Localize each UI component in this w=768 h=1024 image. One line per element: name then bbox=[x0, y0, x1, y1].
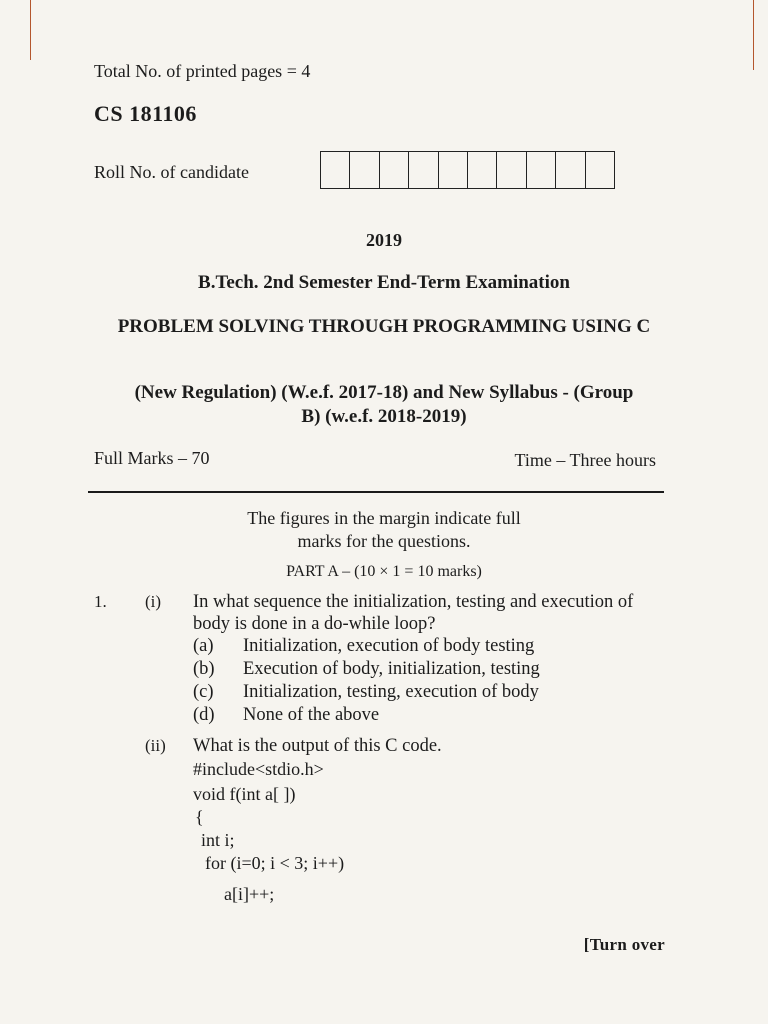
paper-edge-line-left bbox=[30, 0, 31, 60]
subquestion-i-text: In what sequence the initialization, testing and execution of body is done in a do-while loop? bbox=[193, 592, 634, 634]
roll-number-box bbox=[350, 152, 379, 188]
option-text: Execution of body, initialization, testing bbox=[243, 659, 540, 679]
roll-number-box bbox=[586, 152, 614, 188]
instructions bbox=[0, 507, 768, 553]
subquestion-ii-label: (ii) bbox=[145, 736, 166, 755]
turn-over-note: [Turn over bbox=[583, 935, 665, 954]
roll-number-label: Roll No. of candidate bbox=[94, 162, 249, 182]
code-line: for (i=0; i < 3; i++) bbox=[205, 853, 345, 873]
option-text: Initialization, execution of body testing bbox=[243, 636, 535, 656]
code-line: #include<stdio.h> bbox=[193, 759, 324, 779]
roll-number-boxes bbox=[320, 151, 615, 189]
regulation-info-text: (New Regulation) (W.e.f. 2017-18) and New Syllabus - (Group B) (w.e.f. 2018-2019) bbox=[134, 382, 634, 427]
regulation-info bbox=[0, 381, 768, 429]
option-text: None of the above bbox=[243, 705, 380, 725]
course-code: CS 181106 bbox=[94, 101, 197, 126]
printed-pages-count: Total No. of printed pages = 4 bbox=[94, 61, 311, 81]
option-d bbox=[193, 705, 379, 726]
roll-number-box bbox=[497, 152, 526, 188]
option-label: (d) bbox=[193, 705, 215, 725]
paper-edge-line-right bbox=[753, 0, 754, 70]
roll-number-box bbox=[527, 152, 556, 188]
option-label: (a) bbox=[193, 636, 214, 656]
subject-title bbox=[0, 315, 768, 339]
code-line: void f(int a[ ]) bbox=[193, 784, 296, 804]
exam-year: 2019 bbox=[366, 230, 402, 250]
full-marks: Full Marks – 70 bbox=[94, 448, 210, 468]
subquestion-ii-text: What is the output of this C code. bbox=[193, 736, 442, 756]
code-line: int i; bbox=[201, 830, 235, 850]
subquestion-i-label: (i) bbox=[145, 592, 162, 611]
option-b bbox=[193, 659, 540, 680]
exam-title: B.Tech. 2nd Semester End-Term Examination bbox=[198, 272, 570, 293]
option-a bbox=[193, 636, 534, 657]
roll-number-box bbox=[380, 152, 409, 188]
roll-number-box bbox=[468, 152, 497, 188]
subject-title-text: PROBLEM SOLVING THROUGH PROGRAMMING USING C bbox=[117, 316, 651, 337]
part-heading: PART A – (10 × 1 = 10 marks) bbox=[286, 563, 482, 580]
roll-number-box bbox=[409, 152, 438, 188]
code-line: a[i]++; bbox=[224, 884, 275, 904]
option-label: (b) bbox=[193, 659, 215, 679]
option-c bbox=[193, 682, 539, 703]
roll-number-box bbox=[439, 152, 468, 188]
exam-duration: Time – Three hours bbox=[514, 450, 656, 470]
option-text: Initialization, testing, execution of body bbox=[243, 682, 539, 702]
code-line: { bbox=[195, 807, 204, 827]
roll-number-box bbox=[321, 152, 350, 188]
header-divider bbox=[88, 491, 664, 493]
instructions-text: The figures in the margin indicate full marks for the questions. bbox=[247, 508, 521, 551]
question-number: 1. bbox=[94, 592, 107, 611]
option-label: (c) bbox=[193, 682, 214, 702]
roll-number-box bbox=[556, 152, 585, 188]
